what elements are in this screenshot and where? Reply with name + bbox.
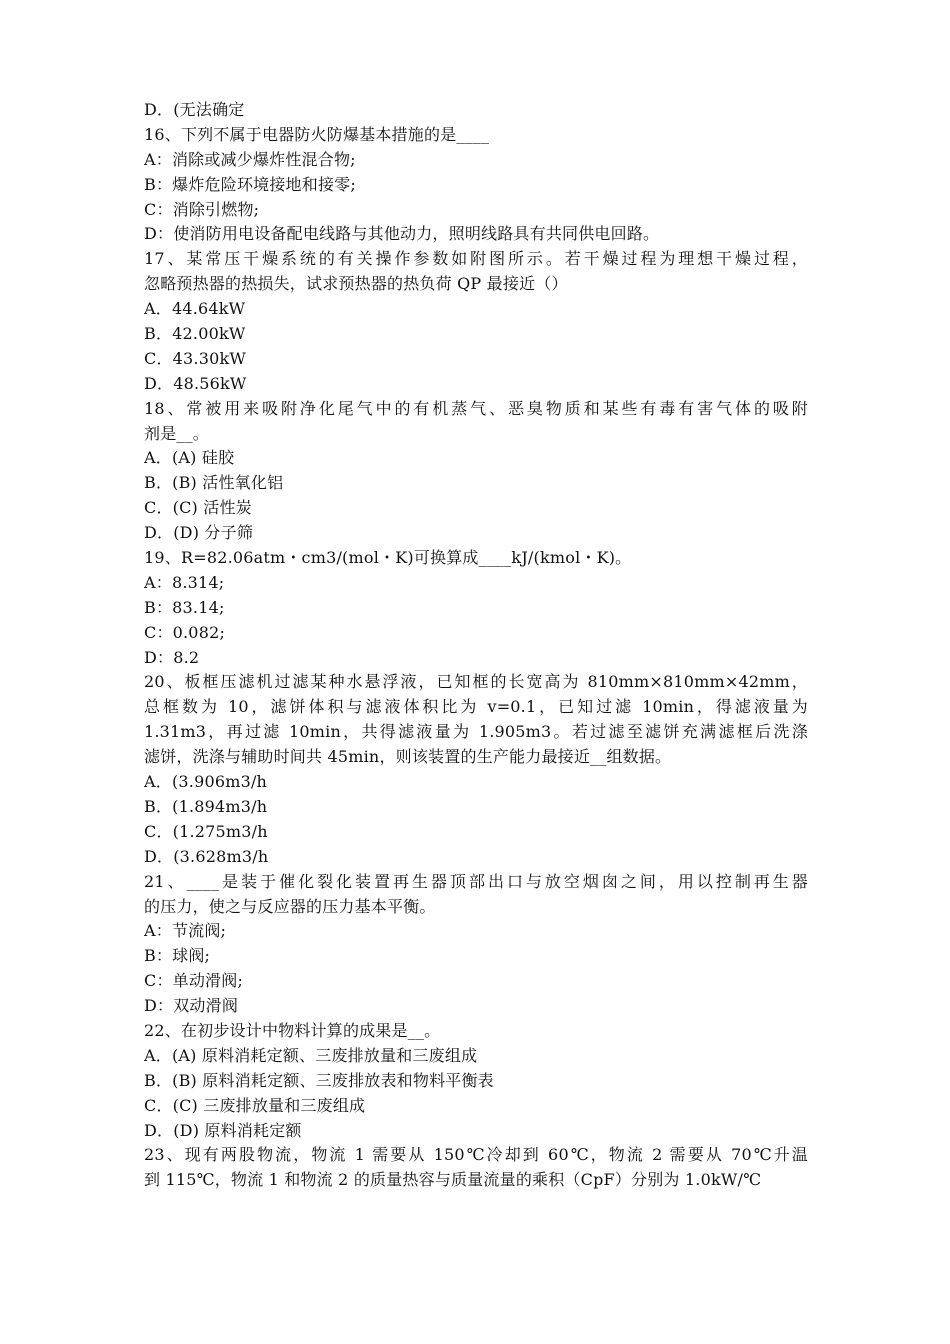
option-line: D．(3.628m3/h [144, 846, 269, 866]
question-23-cont: 到 115℃，物流 1 和物流 2 的质量热容与质量流量的乘积（CpF）分别为 1.0kW/℃ [144, 1170, 762, 1190]
option-line: D：双动滑阀 [144, 996, 239, 1016]
option-line: B．42.00kW [144, 324, 246, 344]
option-line: D：使消防用电设备配电线路与其他动力，照明线路具有共同供电回路。 [144, 224, 660, 244]
question-23: 23、现有两股物流，物流 1 需要从 150℃冷却到 60℃，物流 2 需要从 70℃升温 [144, 1145, 808, 1165]
option-line: C：单动滑阀; [144, 971, 244, 991]
document-page [144, 98, 808, 1193]
question-17-cont: 忽略预热器的热损失，试求预热器的热负荷 QP 最接近（） [144, 274, 568, 294]
question-17: 17、某常压干燥系统的有关操作参数如附图所示。若干燥过程为理想干燥过程， [144, 249, 808, 269]
option-line: B：爆炸危险环境接地和接零; [144, 174, 356, 194]
question-19: 19、R=82.06atm・cm3/(mol・K)可换算成____kJ/(kmol・K)。 [144, 548, 632, 568]
option-line: A：消除或减少爆炸性混合物; [144, 149, 356, 169]
question-18: 18、常被用来吸附净化尾气中的有机蒸气、恶臭物质和某些有毒有害气体的吸附 [144, 398, 808, 418]
option-line: D．(D) 分子筛 [144, 523, 254, 543]
option-line: B．(B) 原料消耗定额、三废排放表和物料平衡表 [144, 1070, 494, 1090]
question-21-cont: 的压力，使之与反应器的压力基本平衡。 [144, 896, 436, 916]
option-line: B．(1.894m3/h [144, 796, 268, 816]
option-line: B：83.14; [144, 597, 225, 617]
option-line: A．44.64kW [144, 299, 246, 319]
option-line: D．48.56kW [144, 373, 247, 393]
option-line: B．(B) 活性氧化铝 [144, 473, 284, 493]
option-line: C．(C) 活性炭 [144, 498, 252, 518]
question-16: 16、下列不属于电器防火防爆基本措施的是____ [144, 124, 490, 144]
option-line: A．(3.906m3/h [144, 772, 268, 792]
option-line: C．43.30kW [144, 348, 246, 368]
question-20-cont: 滤饼，洗涤与辅助时间共 45min，则该装置的生产能力最接近__组数据。 [144, 747, 672, 767]
question-20-cont: 1.31m3，再过滤 10min，共得滤液量为 1.905m3。若过滤至滤饼充满滤框后洗涤 [144, 722, 808, 742]
option-line: C：0.082; [144, 622, 226, 642]
option-line: A．(A) 硅胶 [144, 448, 235, 468]
option-line: C．(1.275m3/h [144, 821, 268, 841]
option-line: B：球阀; [144, 946, 211, 966]
question-18-cont: 剂是__。 [144, 423, 210, 443]
option-line: A：节流阀; [144, 921, 227, 941]
option-line: A：8.314; [144, 572, 225, 592]
option-line: D．(D) 原料消耗定额 [144, 1120, 302, 1140]
question-22: 22、在初步设计中物料计算的成果是__。 [144, 1020, 441, 1040]
option-line: C．(C) 三废排放量和三废组成 [144, 1095, 366, 1115]
option-line: D：8.2 [144, 647, 200, 667]
question-21: 21、____是装于催化裂化装置再生器顶部出口与放空烟囱之间，用以控制再生器 [144, 871, 808, 891]
text-line: D．(无法确定 [144, 100, 245, 119]
option-line: C：消除引燃物; [144, 199, 260, 219]
option-line: A．(A) 原料消耗定额、三废排放量和三废组成 [144, 1045, 478, 1065]
question-20-cont: 总框数为 10，滤饼体积与滤液体积比为 v=0.1，已知过滤 10min，得滤液量为 [144, 697, 808, 717]
question-20: 20、板框压滤机过滤某种水悬浮液，已知框的长宽高为 810mm×810mm×42mm， [144, 672, 808, 692]
